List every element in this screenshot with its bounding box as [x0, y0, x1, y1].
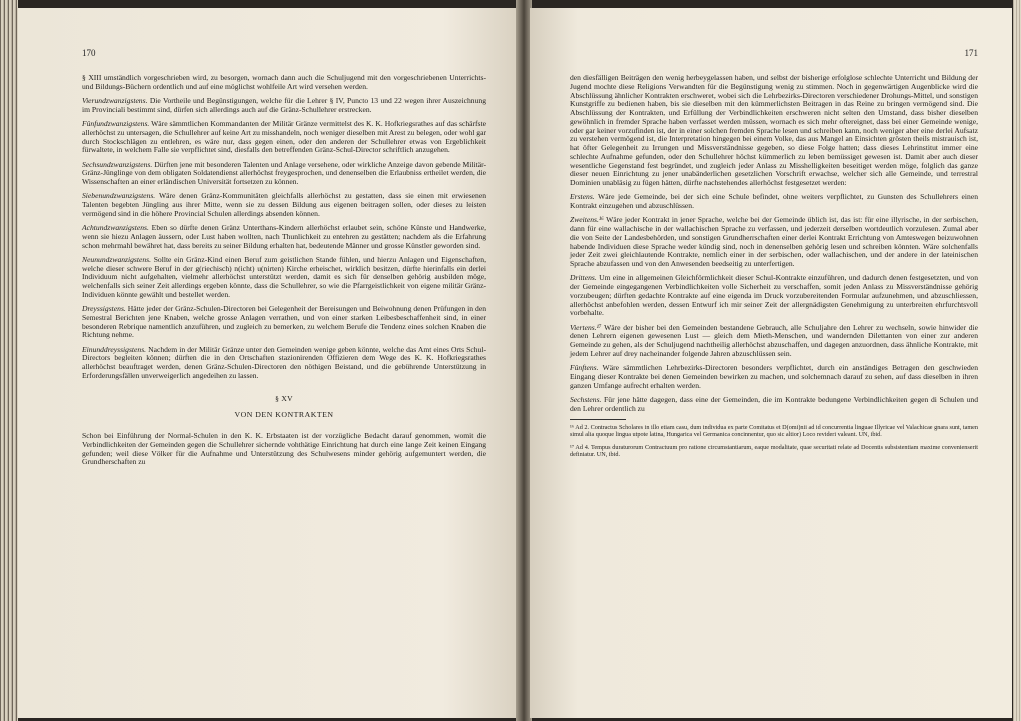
paragraph: Sechstens. Für jene hätte dagegen, dass eine der Gemeinden, die im Kontrakte bedungene Verbindlichkeiten gegen di Schulen und den Lehrer ordentlich zu: [570, 394, 978, 413]
right-page-edges: [1013, 0, 1021, 721]
paragraph: Einunddreyssigstens. Nachdem in der Militär Gränze unter den Gemeinden wenige geben könnte, welche das Amt eines Orts Schul-Directors begleiten können; dürften die in den Ortschaften stazionirenden Offizieren dem Wege des K. K. Hofkriegsrathes allerhöchst beauftraget werden, denen Gränz-Schulen-Directoren den nöthigen Beistand, und die gebührende Unterstützung in Erforderungsfällen unverweigerlich angedeihen zu lassen.: [82, 344, 486, 380]
paragraph: Schon bei Einführung der Normal-Schulen in den K. K. Erbstaaten ist der vorzügliche Bedacht darauf genommen, womit die Verbindlichkeiten der Gemeinden gegen die Schullehrer sichernde vohthätige Einrichtung hat durch eine lange Zeit keinen Eingang gefunden; weil diese Völker für die Aufnahme und Unterstützung des Schulwesens minder gehörig aufgemuntert werden, die Grundherschaften zu: [82, 431, 486, 467]
paragraph: Zweitens.¹⁶ Wäre jeder Kontrakt in jener Sprache, welche bei der Gemeinde üblich ist, das ist: für eine illyrische, in der serbischen, dann für eine wallachische in der wallachischen Sprache zu verfassen, und jederzeit derselben wortdeutlich vorzulesen. Zumal aber die von Seite der Landesbehörden, und sonstigen Grundherrschaften einer derlei Kontrakt Errichtung von Amteswegen beizuwohnen habende Individuen diese Sprache weder kündig sind, noch in denenselben gehörig lesen und schreiben könnten. Wäre solchenfalls jeder Zeit zwei gleichlautende Kontrakte, nemlich einer in der serbischen, oder wallachischen, und der andere in der lateinischen Sprache abzufassen und von den Anwesenden beedseitig zu unterfertigen.: [570, 215, 978, 268]
paragraph: § XIII umständlich vorgeschrieben wird, zu besorgen, wornach dann auch die Schuljugend mit den vorgeschriebenen Unterrichts- und Bildungs-Büchern ordentlich und auf eine möglichst wohlfeile Art wird versehen werden.: [82, 73, 486, 91]
paragraph: Erstens. Wäre jede Gemeinde, bei der sich eine Schule befindet, ohne weiters verpflichtet, zu Gunsten des Schullehrers einen Kontrakt einzugehen und abzuschlüssen.: [570, 192, 978, 210]
page-number-right: 171: [964, 48, 978, 58]
left-page: [18, 8, 518, 718]
section-title: VON DEN KONTRAKTEN: [234, 410, 334, 420]
left-page-edges: [0, 0, 18, 721]
paragraph: den diesfälligen Beiträgen den wenig herbeygelassen haben, und selbst der bisherige erfolglose schlechte Unterricht und Bildung der Jugend mochte diese Religions Verwandten für die Begünstigung wenig zu stimmen. Noch in gegenwärtigen Augenblicke wird die Abschlüssung ähnlicher Kontrakten erschweret, wobei sich die Lehrbezirks-Directoren verschiedener Drohungs-Mittel, und sonstigen Kunstgriffe zu bedienen haben, bis sie dieselben mit den kümmerlichsten Beitragen in das Reine zu bringen vermögend sind. Die Abschlüssung der Kontrakten, und Erfüllung der Verbindlichkeiten erschweren nicht selten den Umstand, dass bisher dieselben gewöhnlich in fremder Sprache haben verfasset werden müssen, wornach es sich mehr oftereignet, dass bei einer Gemeinde wenige, oder gar keiner vorzufinden ist, der in einer solchen fremden Sprache lesen und schreiben kann, noch weniger aber eine derlei Aufsatz zu verstehen vermögend ist, die Interpretation hingegen bei einem Volke, das aus Mangel an Einsichten grösten theils mistrauisch ist, hat öfter Gelegenheit zu Irrungen und Missverständnisse gegeben, so diese Folge hatten; dass dieses Lehrinstitut immer eine schlechte Aufnahme gefunden, oder den Schullehrer höchst kümmerlich zu leben bemüssiget gewesen ist. Damit aber auch dieser wesentliche Gegenstand fest begründet, und zugleich jeder Anlass zu Misshelligkeiten beseitiget werden möge, folglich das ganze dieser neuen Einrichtung zu jener unabänderlichen gesetzlichen Vorschrift erwachse, welcher sich alle Gemeinde, und terrestral Dominien unabläsig zu fügen hätten, dürfte nachstehendes allerhöchst festgesetzet werden:: [570, 73, 978, 187]
right-page: [530, 8, 1012, 718]
footnote: ¹⁶ Ad 2. Contractus Scholares in illo etiam casu, dum individua ex parte Comitatus et D(omi)nii ad id concurrentia linguae Illyricae vel Valachicae gnara sunt, tamen simul alia quoque lingua utpote latina, Hungarica vel Germanica concinnentur, quo sic altior) Loco revideri valeant. UN, ibid.: [570, 424, 978, 439]
paragraph: Fünftens. Wäre sämmtlichen Lehrbezirks-Directoren besonders verpflichtet, durch ein anständiges Betragen den geschwieden Eingang dieser Kontrakte bei denen Gemeinden bewirken zu machen, und solchemnach darauf zu sehen, auf dass dieselben in ihren ganzen Umfange aufrecht erhalten werden.: [570, 363, 978, 390]
paragraph: Vierundzwanzigstens. Die Vortheile und Begünstigungen, welche für die Lehrer § IV, Puncto 13 und 22 wegen ihrer Auszeichnung im Provinciali bestimmt sind, dürfen sich allerdings auch auf die Gränz-Schullehrer erstrecken.: [82, 96, 486, 114]
section-number: § XV: [275, 393, 293, 403]
paragraph: Achtundzwanzigstens. Eben so dürfte denen Gränz Unterthans-Kindern allerhöchst erlaubet sein, schöne Künste und Handwerke, wenn sie hiezu Anlagen äussern, oder Lust haben wollten, nach Thunlichkeit zu entehren zu gestätten; nachdem als die Erfahrung schon mehrmahl bewähret hat, dass bereits zu seiner Bildung erhalten hat, bedeutende Männer und grosse Künstler geworden sind.: [82, 223, 486, 250]
left-page-text: [82, 74, 486, 473]
paragraph: Viertens.¹⁷ Wäre der bisher bei den Gemeinden bestandene Gebrauch, alle Schuljahre den Lehrer zu wechseln, sowie hinwider die denen Lehrern eigenen gewesenen Lust — gleich dem Mieth-Menschen, und wandernden Dilettanten von einer zur anderen Gemeinde zu gehen, als der Schuljugend nachtheilig allerhöchst abzuschaffen, und dagegen anzuordnen, dass ähnliche Kontrakte, mit jedem Lehrer auf drey nacheinander folgende Jahren abzuschlüssen sein.: [570, 322, 978, 358]
paragraph: Dreyssigstens. Hätte jeder der Gränz-Schulen-Directoren bei Gelegenheit der Bereisungen und Beiwohnung denen Prüfungen in den Semestral Berichten jene Knaben, welche grosse Anlagen verrathen, und von einer starken Leibesbeschaffenheit sind, in einer besonderen Rebrique namentlich anzuführen, und zugleich zu bemerken, zu welchem Berufe die Tendenz eines solchen Knaben die Richtung nehme.: [82, 304, 486, 340]
paragraph: Siebenundzwanzigstens. Wäre denen Gränz-Kommunitäten gleichfalls allerhöchst zu gestatten, dass sie einen mit erwiesenen Talenten begebten Jüngling aus ihrer Mitte, wenn sie zu dessen Bildung aus eigenen beitragen sollen, oder dieses zu leisten vermögend sind in die höhere Provincial Schulen allerdings absenden können.: [82, 191, 486, 218]
paragraph: Fünfundzwanzigstens. Wäre sämmtlichen Kommandanten der Militär Gränze vermittelst des K. K. Hofkriegsrathes auf das schärfste allerhöchst zu untersagen, die Schullehrer auf keine Art zu misshandeln, noch weniger dieselben mit Arest zu belegen, oder wohl gar durch Stockschlägen zu entlehren, es wäre nur, dass gegen einen, oder den anderen der Schullehrer etwas von Ergeblichkeit fürwaltete, in welchem Falle sie verpflichtet sind, diesfalls den betreffenden Gränz-Schul-Director schriftlich anzugehen.: [82, 119, 486, 155]
footnote: ¹⁷ Ad 4. Tempus duraturorum Contractuum pro ratione circumstantiarum, eaque modalitate, quae securitati relate ad Docentis subsistentiam maxime convenienserit definiatur. UN, ibid.: [570, 444, 978, 459]
footnote-rule: [570, 419, 626, 420]
paragraph: Drittens. Um eine in allgemeinen Gleichförmlichkeit dieser Schul-Kontrakte einzuführen, und dadurch denen festgesetzten, und von der Gemeinde eingegangenen Verbindlichkeiten volle Sicherheit zu verschaffen, somit jeden Anlass zu Missverständnisse gehörig vorzubeugen; dürften gedachte Kontrakte auf eine eigenda im Druck vorzubereitenden Formular aufzunehmen, und abzuschliessen, allerhöchst anbefohlen werden, dessen Entwurf ich mir seiner Zeit der allergnädigsten Genehmigung zu unterbreiten ehrfurchtsvoll vorbehalte.: [570, 273, 978, 318]
page-number-left: 170: [82, 48, 96, 58]
paragraph: Sechsundzwanzigstens. Dürften jene mit besonderen Talenten und Anlage versehene, oder wirkliche Anzeige davon gebende Militär-Gränz-Jünglinge von dem obligaten Soldatendienst allerhöchst freygesprochen, und denenselben die Erlaubniss ertheilet werden, die Wissenschaften an einer erländischen Universität fortsetzen zu können.: [82, 159, 486, 186]
paragraph: Neunundzwanzigstens. Sollte ein Gränz-Kind einen Beruf zum geistlichen Stande fühlen, und hierzu Anlagen und Eigenschaften, welche dieser schwere Beruf in der g(riechisch) n(icht) u(nirten) Kirche erheischet, wirklich besitzen, dürfte hierinfalls ein derlei Individuum nicht aufgehalten, vielmehr allerhöchst unterstützt werden, damit es sich für denselben gehörig ausbilden möge, welchenfalls sich seiner Zeit allerdings ergeben könnte, dass die Schullehrer, so wie die Pfarrgeistlichkeit von eigene militär Gränz-Individuen könnte gewählt und bestellet werden.: [82, 254, 486, 299]
right-page-text: [570, 74, 978, 464]
